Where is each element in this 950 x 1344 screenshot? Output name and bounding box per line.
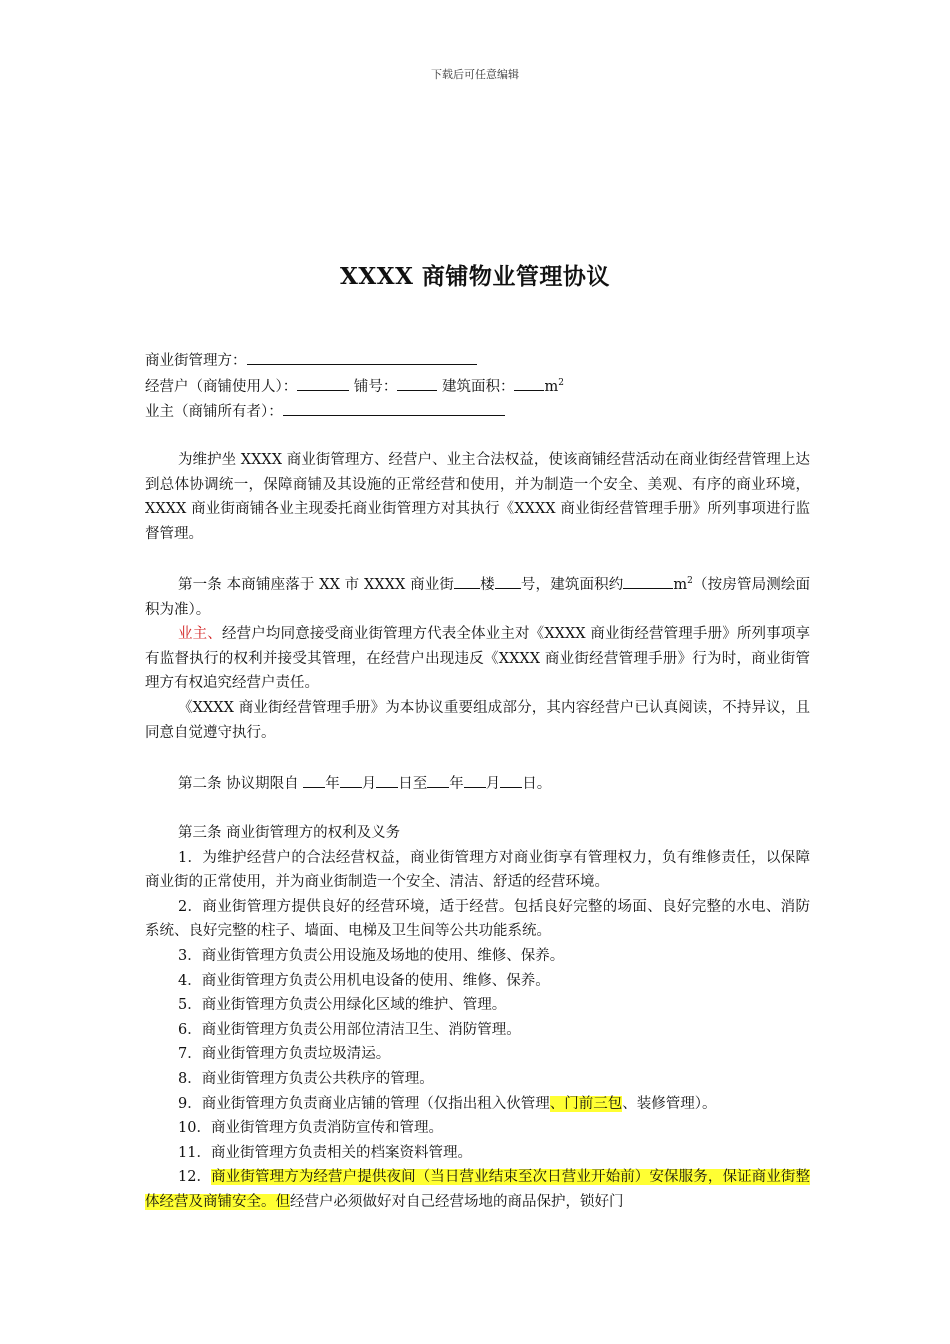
- manager-line: [145, 348, 810, 374]
- shop-no-blank: [397, 374, 437, 391]
- article3-item-2: 2．商业街管理方提供良好的经营环境，适于经营。包括良好完整的场面、良好完整的水电、消防系统、良好完整的柱子、墙面、电梯及卫生间等公共功能系统。: [145, 898, 810, 940]
- item12-highlight: 商业街管理方为经营户提供夜间（当日营业结束至次日营业开始前）安保服务，保证商业街整体经营及商铺安全。但: [145, 1169, 810, 1210]
- article1-tail: （按房管局测绘面积为准）。: [145, 577, 811, 618]
- article3-item-11: 11．商业街管理方负责相关的档案资料管理。: [178, 1144, 472, 1161]
- item9-highlight: 、门前三包: [549, 1095, 623, 1112]
- end-month-blank: [464, 771, 486, 788]
- end-year-blank: [427, 771, 449, 788]
- article1-paragraph2: [145, 622, 810, 696]
- article1-paragraph3: 《XXXX 商业街经营管理手册》为本协议重要组成部分，其内容经营户已认真阅读，不持异议，且同意自觉遵守执行。: [145, 699, 810, 741]
- parties-block: [145, 348, 810, 425]
- article2-day-end: 日。: [522, 776, 552, 792]
- operator-line: [145, 374, 810, 400]
- start-day-blank: [376, 771, 398, 788]
- article1-paragraph1: [145, 572, 810, 622]
- article2-day-to: 日至: [398, 776, 428, 792]
- area-unit-sup: 2: [558, 377, 564, 388]
- area-label: 建筑面积：: [441, 378, 515, 395]
- article3-item-12: [145, 1165, 810, 1214]
- number-blank: [495, 572, 521, 589]
- article3-item-10: 10．商业街管理方负责消防宣传和管理。: [178, 1120, 443, 1137]
- area-approx-blank: [623, 572, 673, 589]
- manager-blank: [247, 348, 477, 365]
- article2-paragraph: [145, 771, 810, 797]
- operator-label: 经营户（商铺使用人）：: [145, 378, 298, 395]
- article1-building-suffix: 楼: [480, 577, 495, 593]
- article1-unit: m: [673, 577, 688, 593]
- document-title: XXXX 商铺物业管理协议: [340, 263, 610, 290]
- article2-block: [145, 771, 810, 797]
- owner-red-text: 业主、: [178, 626, 222, 643]
- end-day-blank: [500, 771, 522, 788]
- article1-prefix: 第一条 本商铺座落于 XX 市 XXXX 商业街: [178, 577, 454, 593]
- article1-unit-sup: 2: [687, 576, 693, 587]
- article1-number-suffix: 号，建筑面积约: [520, 577, 624, 593]
- header-note: 下载后可任意编辑: [431, 68, 519, 81]
- item9-pre: 9．商业街管理方负责商业店铺的管理（仅指出租入伙管理: [178, 1095, 550, 1112]
- article1-para2-rest: 经营户均同意接受商业街管理方代表全体业主对《XXXX 商业街经营管理手册》所列事项享有监督执行的权利并接受其管理，在经营户出现违反《XXXX 商业街经营管理手册》行为时，商业街管理方有权追究经营户责任。: [145, 626, 811, 692]
- article2-month2: 月: [485, 776, 501, 792]
- shop-no-label: 铺号：: [353, 378, 398, 395]
- article3-item-7: 7．商业街管理方负责垃圾清运。: [178, 1046, 391, 1063]
- article3-block: [145, 821, 810, 1215]
- owner-line: [145, 399, 810, 425]
- article3-item-8: 8．商业街管理方负责公共秩序的管理。: [178, 1070, 434, 1087]
- area-blank: [514, 374, 544, 391]
- start-year-blank: [303, 771, 325, 788]
- item9-post: 、装修管理）。: [622, 1095, 717, 1112]
- item12-num: 12．: [178, 1169, 212, 1186]
- article2-prefix: 第二条 协议期限自: [178, 776, 304, 792]
- owner-blank: [283, 399, 505, 416]
- area-unit: m: [544, 378, 559, 395]
- preamble-paragraph: 为维护坐 XXXX 商业街管理方、经营户、业主合法权益，使该商铺经营活动在商业街经营管理上达到总体协调统一，保障商铺及其设施的正常经营和使用，并为制造一个安全、美观、有序的商业环境，XXXX 商业街商铺各业主现委托商业街管理方对其执行《XXXX 商业街经营管理手册》所列事项进行监督管理。: [145, 452, 810, 542]
- item12-post: 经营户必须做好对自己经营场地的商品保护，锁好门: [290, 1193, 624, 1210]
- article3-item-4: 4．商业街管理方负责公用机电设备的使用、维修、保养。: [178, 972, 550, 989]
- operator-blank: [297, 374, 349, 391]
- article3-item-6: 6．商业街管理方负责公用部位清洁卫生、消防管理。: [178, 1021, 521, 1038]
- start-month-blank: [340, 771, 362, 788]
- preamble-block: [145, 448, 810, 546]
- article3-item-1: 1．为维护经营户的合法经营权益，商业街管理方对商业街享有管理权力，负有维修责任，以保障商业街的正常使用，并为商业街制造一个安全、清洁、舒适的经营环境。: [145, 849, 810, 891]
- article1-block: [145, 572, 810, 745]
- article3-item-9: [145, 1092, 810, 1117]
- article2-year2: 年: [449, 776, 464, 792]
- article3-item-3: 3．商业街管理方负责公用设施及场地的使用、维修、保养。: [178, 947, 565, 964]
- article3-item-5: 5．商业街管理方负责公用绿化区域的维护、管理。: [178, 997, 507, 1014]
- manager-label: 商业街管理方：: [145, 353, 247, 369]
- article2-year: 年: [325, 776, 340, 792]
- owner-label: 业主（商铺所有者）：: [145, 404, 283, 421]
- building-blank: [454, 572, 480, 589]
- article2-month: 月: [361, 776, 377, 792]
- article3-heading: 第三条 商业街管理方的权利及义务: [178, 825, 401, 841]
